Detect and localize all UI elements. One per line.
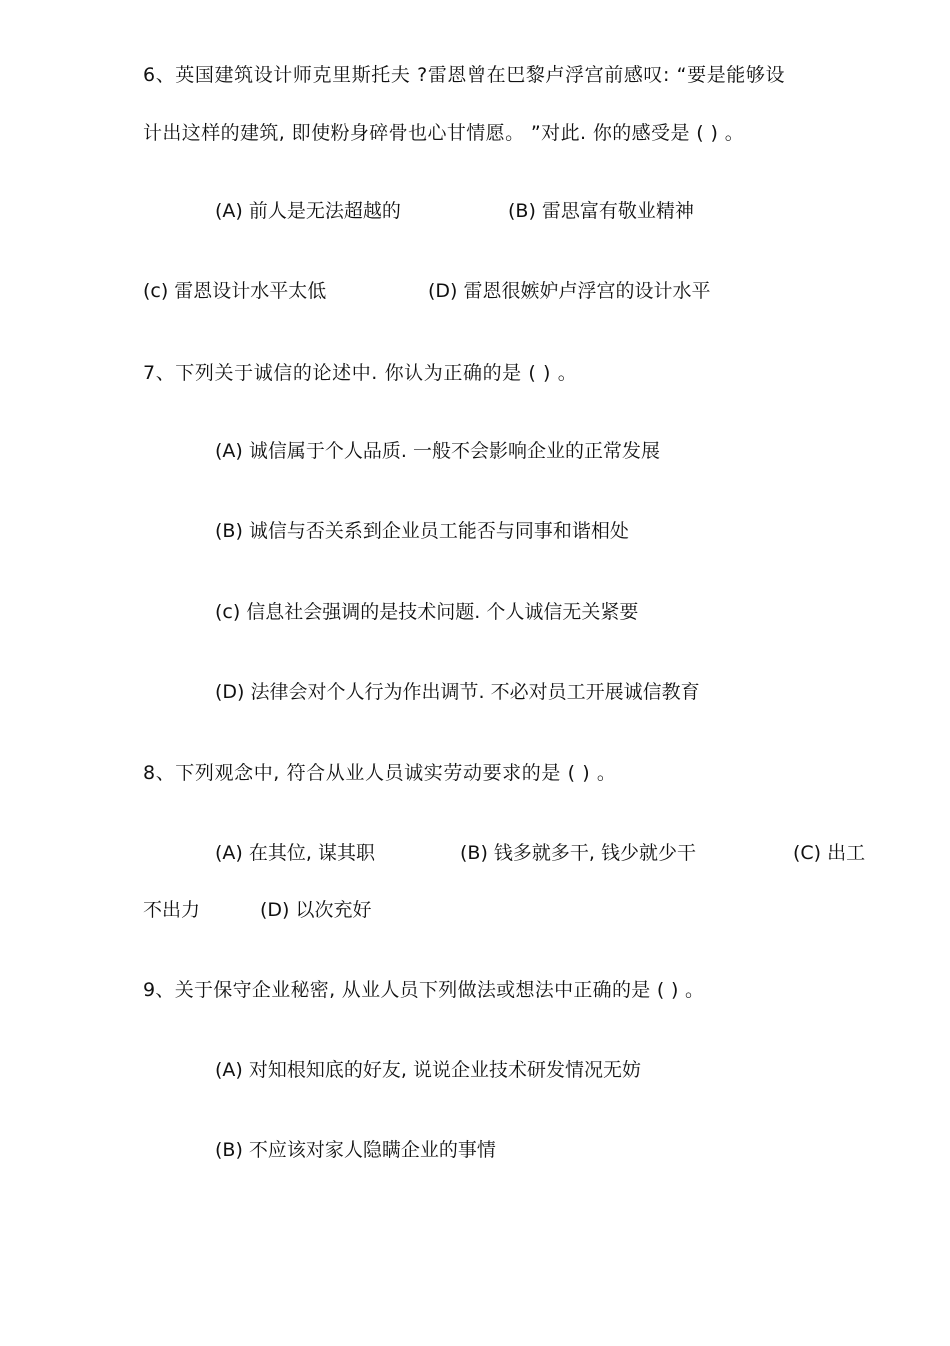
- q8-option-c: (C) 出工: [793, 842, 866, 864]
- q7-option-d: (D) 法律会对个人行为作出调节. 不必对员工开展诚信教育: [215, 681, 700, 703]
- q9-text: 9、关于保守企业秘密, 从业人员下列做法或想法中正确的是 ( ) 。: [143, 979, 705, 1001]
- q7-option-b: (B) 诚信与否关系到企业员工能否与同事和谐相处: [215, 520, 629, 542]
- q7-option-c: (c) 信息社会强调的是技术问题. 个人诚信无关紧要: [215, 601, 639, 623]
- q6-text-line2: 计出这样的建筑, 即使粉身碎骨也心甘情愿。 ”对此. 你的感受是 ( ) 。: [143, 122, 745, 144]
- q6-option-a: (A) 前人是无法超越的: [215, 200, 401, 222]
- q7-option-a: (A) 诚信属于个人品质. 一般不会影响企业的正常发展: [215, 440, 660, 462]
- q8-option-c-cont: 不出力: [143, 899, 201, 921]
- q6-option-b: (B) 雷思富有敬业精神: [508, 200, 694, 222]
- q6-option-d: (D) 雷恩很嫉妒卢浮宫的设计水平: [428, 280, 711, 302]
- q7-text: 7、下列关于诚信的论述中. 你认为正确的是 ( ) 。: [143, 362, 578, 384]
- q8-option-a: (A) 在其位, 谋其职: [215, 842, 375, 864]
- q6-text-line1: 6、英国建筑设计师克里斯托夫 ?雷恩曾在巴黎卢浮宫前感叹: “要是能够设: [143, 64, 786, 86]
- q9-option-b: (B) 不应该对家人隐瞒企业的事情: [215, 1139, 496, 1161]
- q9-option-a: (A) 对知根知底的好友, 说说企业技术研发情况无妨: [215, 1059, 641, 1081]
- q6-option-c: (c) 雷恩设计水平太低: [143, 280, 327, 302]
- q8-option-d: (D) 以次充好: [260, 899, 372, 921]
- q8-text: 8、下列观念中, 符合从业人员诚实劳动要求的是 ( ) 。: [143, 762, 617, 784]
- q8-option-b: (B) 钱多就多干, 钱少就少干: [460, 842, 696, 864]
